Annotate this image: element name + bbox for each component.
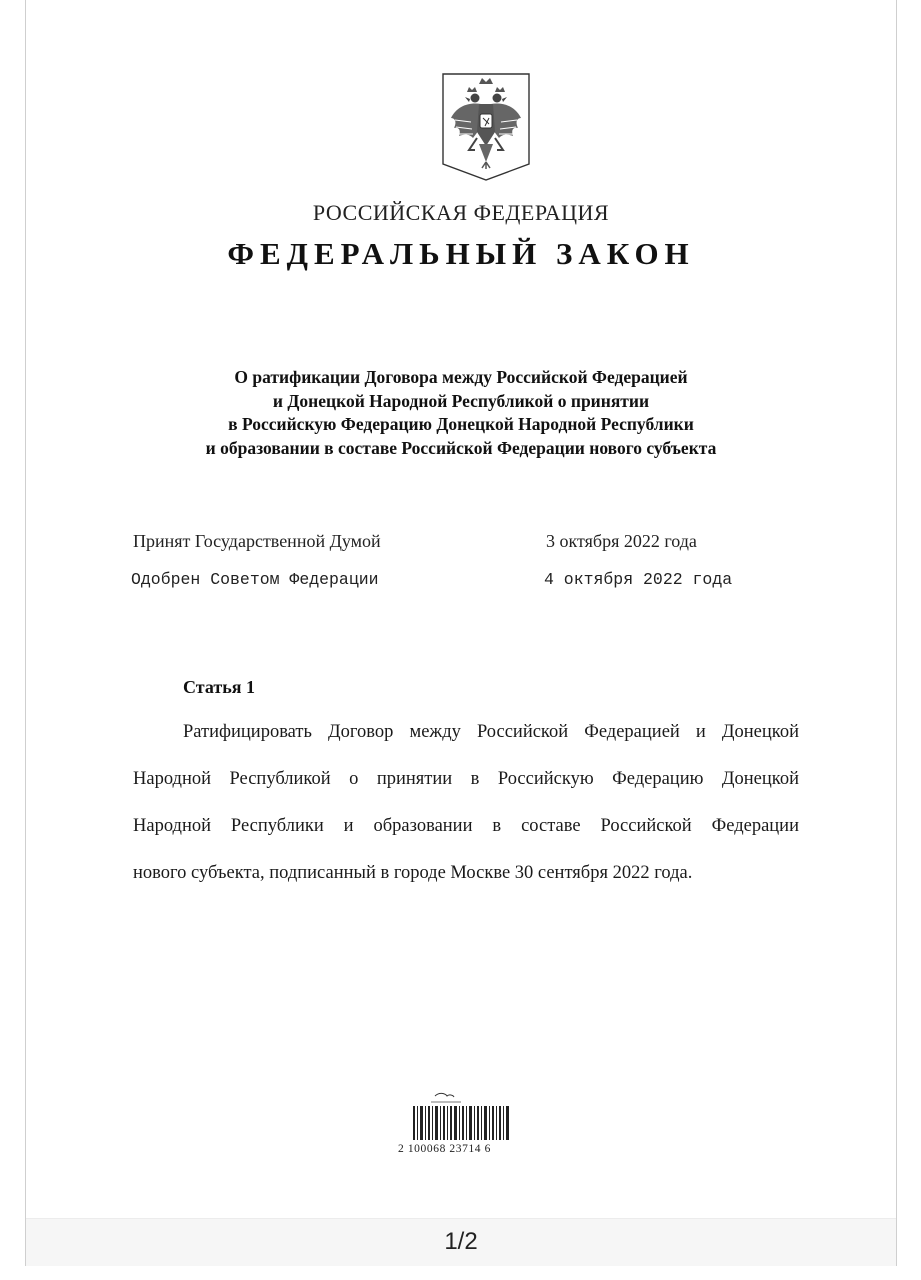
article-title: Статья 1 bbox=[183, 677, 255, 697]
law-subject bbox=[1, 366, 921, 460]
coat-of-arms-icon bbox=[441, 72, 531, 182]
document-viewer[interactable] bbox=[25, 0, 897, 1266]
law-type-title: ФЕДЕРАЛЬНЫЙ ЗАКОН bbox=[227, 236, 695, 271]
viewer-footer bbox=[26, 1218, 896, 1266]
article-text-line: Ратифицировать Договор между Российской Федерацией и Донецкой bbox=[183, 722, 799, 742]
adopted-by-duma-date: 3 октября 2022 года bbox=[546, 531, 697, 551]
document-page bbox=[26, 0, 896, 1218]
country-heading: РОССИЙСКАЯ ФЕДЕРАЦИЯ bbox=[312, 200, 610, 225]
adopted-by-duma-label: Принят Государственной Думой bbox=[133, 531, 381, 551]
subject-line: в Российскую Федерацию Донецкой Народной Республики bbox=[228, 414, 694, 434]
subject-line: и образовании в составе Российской Федерации нового субъекта bbox=[205, 437, 717, 458]
article-text-line: нового субъекта, подписанный в городе Москве 30 сентября 2022 года. bbox=[133, 863, 693, 883]
page-indicator: 1/2 bbox=[444, 1228, 478, 1255]
subject-line: О ратификации Договора между Российской Федерацией bbox=[234, 367, 688, 387]
approved-by-council-label: Одобрен Советом Федерации bbox=[131, 570, 379, 589]
subject-line: и Донецкой Народной Республикой о принятии bbox=[272, 390, 650, 411]
approved-by-council-date: 4 октября 2022 года bbox=[544, 570, 733, 589]
article-text-line: Народной Республикой о принятии в Российскую Федерацию Донецкой bbox=[133, 769, 799, 789]
barcode-number: 2 100068 23714 6 bbox=[398, 1143, 491, 1155]
article-text-line: Народной Республики и образовании в составе Российской Федерации bbox=[133, 816, 799, 836]
